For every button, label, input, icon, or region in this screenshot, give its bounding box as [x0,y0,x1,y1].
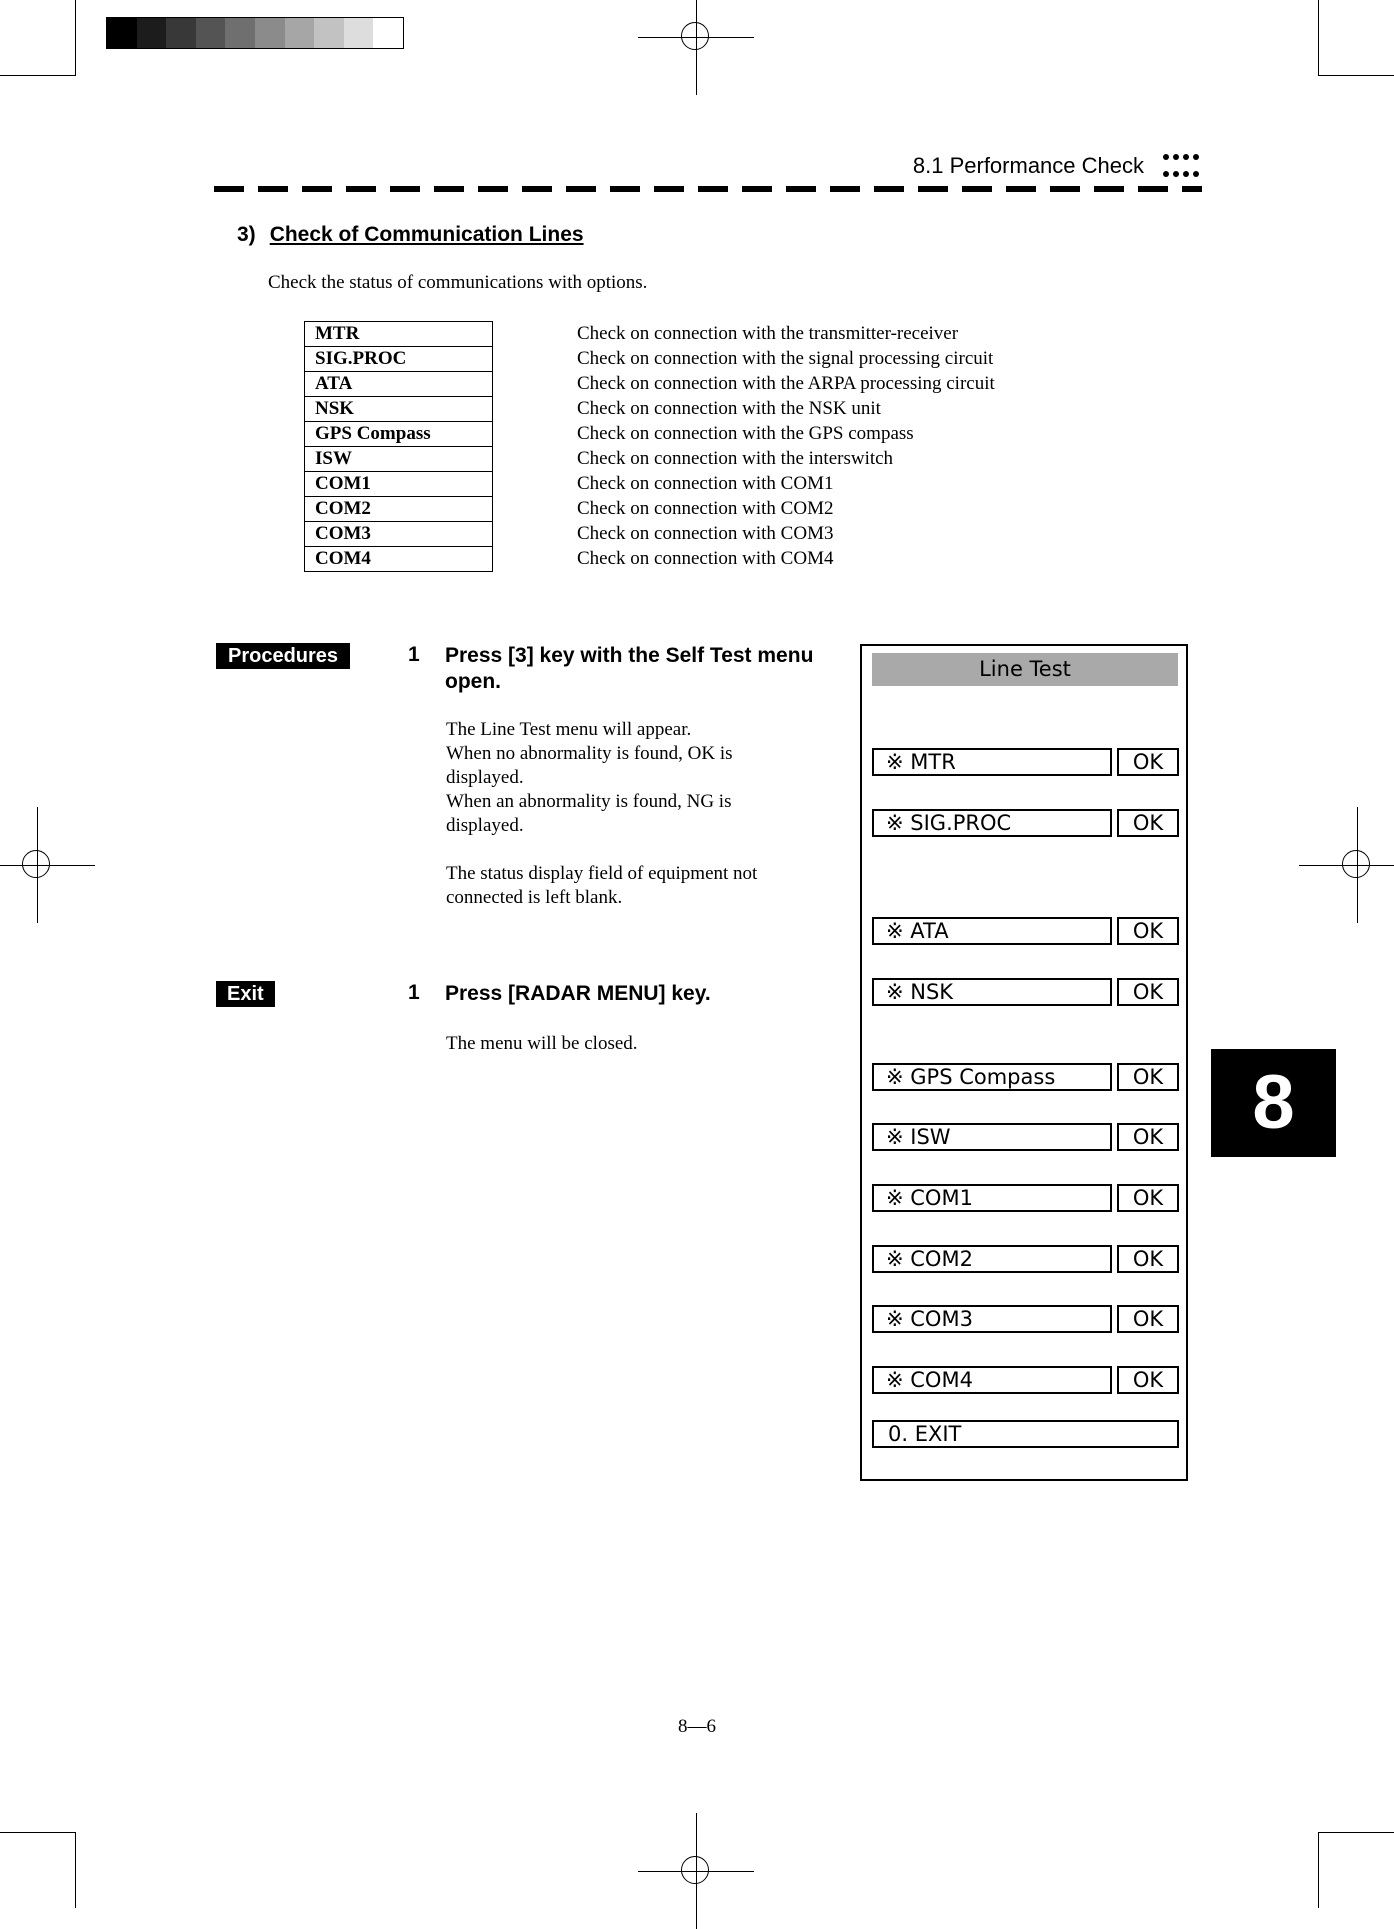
grayscale-swatch [166,18,196,48]
option-row [305,547,996,572]
option-description: Check on connection with the ARPA processing circuit [577,373,995,394]
text-line: displayed. [446,767,524,788]
line-test-item: ※ COM2 [872,1245,1112,1273]
crop-mark [0,1832,76,1833]
option-row [305,372,996,397]
option-name: NSK [305,397,493,422]
crop-mark [1318,1832,1394,1833]
crop-mark [75,0,76,76]
text-line: displayed. [446,815,524,836]
grayscale-swatch [285,18,315,48]
procedures-label: Procedures [216,643,350,669]
crop-mark [0,75,76,76]
procedure-description [446,718,733,838]
line-test-item: ※ COM4 [872,1366,1112,1394]
option-name: GPS Compass [305,422,493,447]
line-test-panel [860,644,1188,1481]
option-name: SIG.PROC [305,347,493,372]
option-description: Check on connection with the interswitch [577,448,894,469]
line-test-status: OK [1117,809,1179,837]
option-name: COM4 [305,547,493,572]
line-test-item: ※ SIG.PROC [872,809,1112,837]
option-description: Check on connection with the signal processing circuit [577,348,994,369]
option-description: Check on connection with COM1 [577,473,834,494]
step-title [445,643,813,695]
option-name: COM3 [305,522,493,547]
option-row [305,397,996,422]
line-test-status: OK [1117,978,1179,1006]
text-line: connected is left blank. [446,887,623,908]
option-row [305,522,996,547]
page-header-title: 8.1 Performance Check [912,153,1144,178]
dots-ornament-icon [1162,153,1202,179]
section-heading [237,223,584,247]
line-test-status: OK [1117,748,1179,776]
step-title-line: open. [445,670,501,693]
option-name: ISW [305,447,493,472]
registration-mark [8,836,66,894]
options-table [304,321,996,572]
line-test-item: ※ MTR [872,748,1112,776]
option-description: Check on connection with the transmitter-receiver [577,323,959,344]
line-test-status: OK [1117,1305,1179,1333]
grayscale-swatch [107,18,137,48]
line-test-item: ※ GPS Compass [872,1063,1112,1091]
option-row [305,447,996,472]
grayscale-swatch [255,18,285,48]
line-test-status: OK [1117,1245,1179,1273]
page-number: 8—6 [678,1716,716,1737]
grayscale-swatch [314,18,344,48]
line-test-status: OK [1117,1184,1179,1212]
chapter-tab: 8 [1211,1049,1336,1157]
line-test-status: OK [1117,1366,1179,1394]
text-line: When an abnormality is found, NG is [446,791,732,812]
grayscale-swatch [373,18,403,48]
option-name: MTR [305,322,493,347]
option-row [305,472,996,497]
grayscale-bar [106,17,404,49]
option-description: Check on connection with COM3 [577,523,834,544]
exit-text: The menu will be closed. [446,1033,638,1054]
text-line: The status display field of equipment not [446,863,758,884]
option-row [305,347,996,372]
text-line: The Line Test menu will appear. [446,719,692,740]
crop-mark [1318,75,1394,76]
dashed-rule [214,186,1202,192]
option-description: Check on connection with the GPS compass [577,423,914,444]
section-title: Check of Communication Lines [269,223,584,246]
line-test-item: ※ ATA [872,917,1112,945]
line-test-item: ※ ISW [872,1123,1112,1151]
grayscale-swatch [196,18,226,48]
option-description: Check on connection with the NSK unit [577,398,881,419]
option-row [305,422,996,447]
registration-mark [667,8,725,66]
section-number: 3) [237,223,256,246]
crop-mark [1318,0,1319,76]
step-number: 1 [408,643,420,666]
registration-mark [667,1842,725,1900]
option-description: Check on connection with COM2 [577,498,834,519]
crop-mark [1318,1832,1319,1908]
option-name: COM1 [305,472,493,497]
line-test-item: ※ COM1 [872,1184,1112,1212]
exit-label: Exit [216,981,275,1007]
line-test-item: ※ COM3 [872,1305,1112,1333]
text-line: When no abnormality is found, OK is [446,743,733,764]
procedure-note [446,862,757,910]
option-row [305,322,996,347]
line-test-status: OK [1117,1123,1179,1151]
option-name: ATA [305,372,493,397]
intro-text: Check the status of communications with options. [268,272,648,293]
option-name: COM2 [305,497,493,522]
line-test-item: ※ NSK [872,978,1112,1006]
registration-mark [1328,836,1386,894]
line-test-status: OK [1117,1063,1179,1091]
exit-step-number: 1 [408,981,420,1004]
exit-step-title: Press [RADAR MENU] key. [445,982,711,1005]
exit-menu-item[interactable]: 0. EXIT [872,1420,1179,1448]
grayscale-swatch [344,18,374,48]
line-test-status: OK [1117,917,1179,945]
crop-mark [75,1832,76,1908]
grayscale-swatch [225,18,255,48]
step-title-line: Press [3] key with the Self Test menu [445,644,814,667]
line-test-title: Line Test [872,653,1178,686]
option-row [305,497,996,522]
option-description: Check on connection with COM4 [577,548,834,569]
grayscale-swatch [137,18,167,48]
